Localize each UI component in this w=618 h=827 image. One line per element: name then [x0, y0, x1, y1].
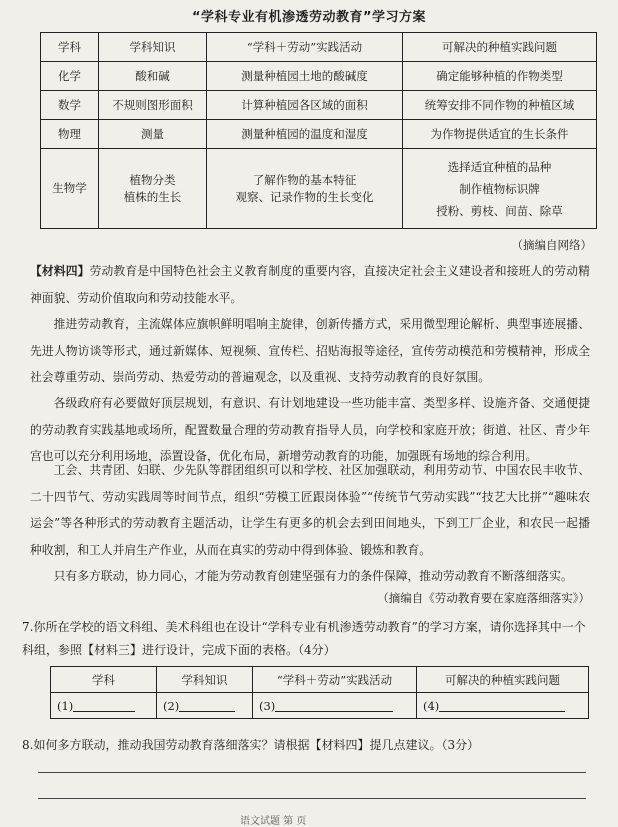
header-cell: 可解决的种植实践问题 — [417, 667, 589, 693]
question-7: 7.你所在学校的语文科组、美术科组也在设计“学科专业有机渗透劳动教育”的学习方案，请你选择其中一个科组，参照【材料三】进行设计，完成下面的表格。（4分） — [22, 620, 586, 657]
source-note: （摘编自《劳动教育要在家庭落细落实》） — [377, 591, 590, 605]
table-header-row — [41, 33, 597, 62]
header-cell: 可解决的种植实践问题 — [403, 33, 597, 62]
subject-cell: 物理 — [41, 120, 99, 149]
problem-cell — [403, 149, 597, 229]
material-label: 【材料四】 — [30, 264, 90, 278]
activity-cell: 计算种植园各区域的面积 — [207, 91, 403, 120]
study-plan-table — [40, 32, 597, 229]
header-cell: 学科知识 — [157, 667, 253, 693]
header-cell: “学科＋劳动”实践活动 — [207, 33, 403, 62]
knowledge-cell — [99, 149, 207, 229]
table-row — [41, 149, 597, 229]
answer-line[interactable] — [38, 798, 586, 799]
activity-line: 观察、记录作物的生长变化 — [235, 189, 374, 204]
answer-line[interactable] — [38, 772, 586, 773]
answer-cell[interactable] — [417, 693, 589, 719]
problem-cell: 统筹安排不同作物的种植区域 — [403, 91, 597, 120]
activity-cell — [207, 149, 403, 229]
answer-cell[interactable] — [51, 693, 157, 719]
material4-paragraph: 推进劳动教育，主流媒体应旗帜鲜明唱响主旋律，创新传播方式，采用微型理论解析、典型事迹展播、先进人物访谈等形式，通过新媒体、短视频、宣传栏、招贴海报等途径，宣传劳动模范和劳模精神，形成全社会尊重劳动、崇尚劳动、热爱劳动的普遍观念，以及重视、支持劳动教育的良好氛围。 — [30, 317, 590, 384]
material4-paragraph: 只有多方联动，协力同心，才能为劳动教育创建坚强有力的条件保障，推动劳动教育不断落细落实。 — [53, 569, 573, 583]
material4-paragraph: 各级政府有必要做好顶层规划，有意识、有计划地建设一些功能丰富、类型多样、设施齐备、交通便捷的劳动教育实践基地或场所，配置数量合理的劳动教育指导人员，向学校和家庭开放；街道、社区、青少年宫也可以充分利用场地，添置设备，优化布局，新增劳动教育的功能，加强既有场地的综合利用。 — [30, 396, 590, 463]
table-row — [41, 91, 597, 120]
knowledge-cell: 酸和碱 — [99, 62, 207, 91]
answer-blank[interactable] — [439, 698, 565, 712]
answer-blank[interactable] — [179, 698, 235, 712]
table-header-row — [51, 667, 589, 693]
activity-cell: 测量种植园的温度和湿度 — [207, 120, 403, 149]
answer-table — [50, 666, 589, 719]
problem-line: 选择适宜种植的品种 — [447, 159, 552, 174]
question-8: 8.如何多方联动，推动我国劳动教育落细落实？请根据【材料四】提几点建议。（3分） — [22, 738, 480, 752]
subject-cell: 数学 — [41, 91, 99, 120]
page-footer: 语文试题 第 页 — [240, 816, 307, 827]
blank-number: (1) — [57, 699, 74, 713]
problem-line: 授粉、剪枝、间苗、除草 — [436, 203, 563, 218]
material4-paragraph — [30, 258, 590, 311]
knowledge-line: 植物分类 — [129, 172, 176, 187]
blank-number: (4) — [423, 699, 440, 713]
answer-cell[interactable] — [253, 693, 417, 719]
table-row — [41, 120, 597, 149]
blank-number: (3) — [259, 699, 276, 713]
source-note: （摘编自网络） — [511, 238, 592, 252]
table-row — [51, 693, 589, 719]
problem-cell: 确定能够种植的作物类型 — [403, 62, 597, 91]
answer-blank[interactable] — [73, 698, 135, 712]
knowledge-cell: 测量 — [99, 120, 207, 149]
knowledge-cell: 不规则图形面积 — [99, 91, 207, 120]
paragraph-text: 劳动教育是中国特色社会主义教育制度的重要内容，直接决定社会主义建设者和接班人的劳动精神面貌、劳动价值取向和劳动技能水平。 — [30, 264, 590, 305]
subject-cell: 化学 — [41, 62, 99, 91]
activity-line: 了解作物的基本特征 — [252, 172, 357, 187]
material4-paragraph: 工会、共青团、妇联、少先队等群团组织可以和学校、社区加强联动，利用劳动节、中国农民丰收节、二十四节气、劳动实践周等时间节点，组织“劳模工匠跟岗体验”“传统节气劳动实践”“技艺大比拼”“趣味农运会”等各种形式的劳动教育主题活动，让学生有更多的机会去到田间地头，下到工厂企业，和农民一起播种收割，和工人并肩生产作业，从而在真实的劳动中得到体验、锻炼和教育。 — [30, 463, 590, 557]
answer-cell[interactable] — [157, 693, 253, 719]
subject-cell: 生物学 — [41, 149, 99, 229]
blank-number: (2) — [163, 699, 180, 713]
plan-title: “学科专业有机渗透劳动教育”学习方案 — [191, 10, 427, 25]
header-cell: 学科知识 — [99, 33, 207, 62]
header-cell: 学科 — [41, 33, 99, 62]
table-row — [41, 62, 597, 91]
answer-blank[interactable] — [275, 698, 393, 712]
header-cell: “学科＋劳动”实践活动 — [253, 667, 417, 693]
activity-cell: 测量种植园土地的酸碱度 — [207, 62, 403, 91]
header-cell: 学科 — [51, 667, 157, 693]
knowledge-line: 植株的生长 — [123, 189, 182, 204]
problem-line: 制作植物标识牌 — [459, 181, 540, 196]
problem-cell: 为作物提供适宜的生长条件 — [403, 120, 597, 149]
